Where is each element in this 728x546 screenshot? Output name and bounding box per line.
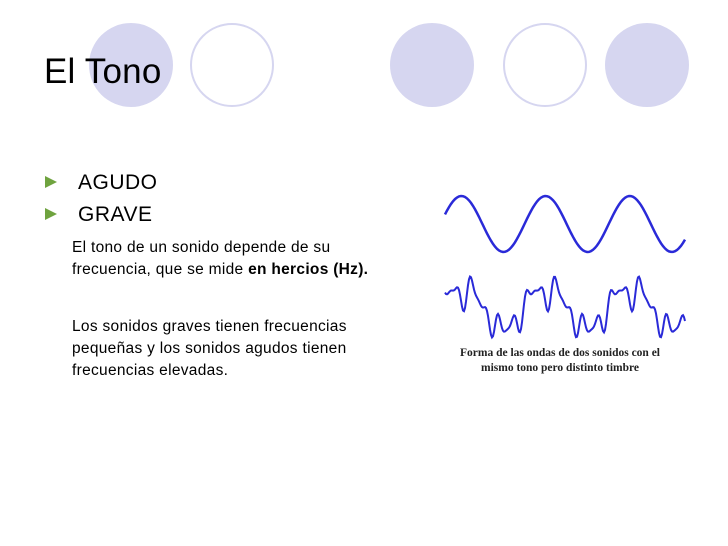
complex-timbre-wave: [445, 277, 685, 338]
simple-sine-wave: [445, 196, 685, 252]
decor-circle-ring: [503, 23, 587, 107]
decor-circle-ring: [190, 23, 274, 107]
slide-title: El Tono: [44, 52, 162, 91]
bullet-arrow-icon: [45, 176, 57, 188]
paragraph-bold-text: en hercios (Hz).: [248, 261, 369, 278]
paragraph-text: El tono de un sonido depende de su frecuencia, que se mide: [72, 239, 331, 278]
bullet-label: AGUDO: [78, 171, 158, 194]
decor-circle-filled: [390, 23, 474, 107]
frequency-paragraph: [72, 237, 412, 281]
figure-caption: [428, 346, 692, 376]
waveform-figure: [440, 186, 690, 362]
decor-circle-filled: [605, 23, 689, 107]
bullet-arrow-icon: [45, 208, 57, 220]
pitch-paragraph: Los sonidos graves tienen frecuencias pequeñas y los sonidos agudos tienen frecuencias elevadas.: [72, 318, 347, 379]
caption-line-2: mismo tono pero distinto timbre: [480, 362, 640, 374]
caption-line-1: Forma de las ondas de dos sonidos con el: [459, 347, 660, 359]
bullet-label: GRAVE: [78, 203, 153, 226]
